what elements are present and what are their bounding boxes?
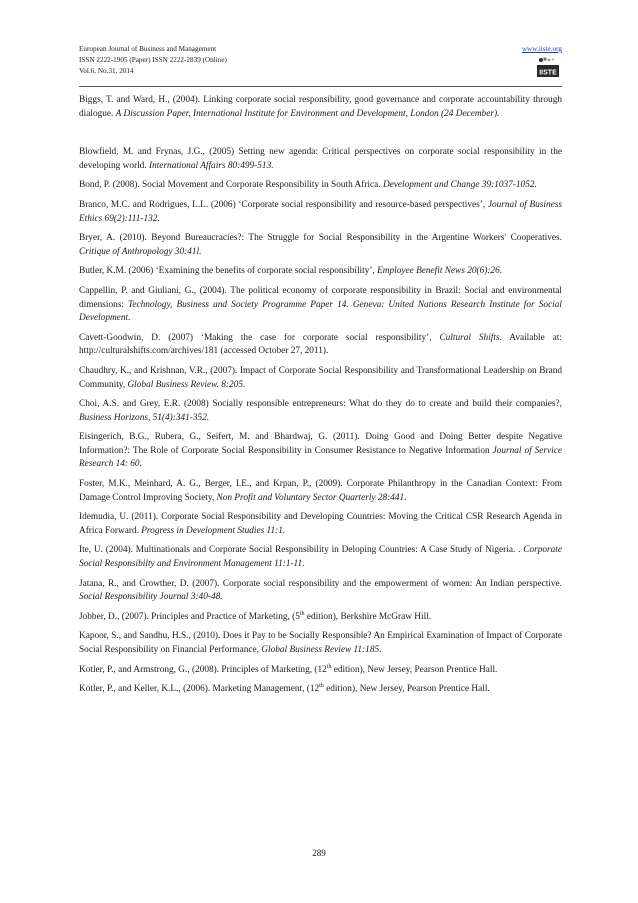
reference-item: Foster, M.K., Meinhard, A. G., Berger, I.E., and Krpan, P., (2009). Corporate Philanthropy in the Canadian Context: From Damage Control Improving Society, Non Profit and Voluntary Sector Quarterly 28:441. — [79, 479, 562, 503]
logo-text: IISTE — [539, 69, 557, 77]
reference-item: Cappellin, P. and Giuliani, G., (2004). The political economy of corporate responsibility in Brazil: Social and environmental dimensions: Technology, Business and Society Programme Paper 14. Geneva: United Nations Research Institute for Social Development. — [79, 285, 562, 324]
reference-item: Jatana, R., and Crowther, D. (2007). Corporate social responsibility and the empowerment of women: An Indian perspective. Social Responsibility Journal 3:40-48. — [79, 578, 562, 603]
reference-item: Ite, U. (2004). Multinationals and Corporate Social Responsibility in Deloping Countries: A Case Study of Nigeria. . Corporate Social Responsibilty and Environment Management 11:1-11. — [79, 545, 562, 570]
reference-item: Kapoor, S., and Sandhu, H.S., (2010). Does it Pay to be Socially Responsible? An Empirical Examination of Impact of Corporate Social Responsibility on Financial Performance, Global Business Review 11:185. — [79, 631, 562, 655]
reference-item: Butler, K.M. (2006) ‘Examining the benefits of corporate social responsibility’, Employee Benefit News 20(6):26. — [79, 266, 503, 277]
iiste-logo-icon — [536, 57, 560, 79]
reference-item: Eisingerich, B.G., Rubera, G., Seifert, M. and Bhardwaj, G. (2011). Doing Good and Doing Better despite Negative Information?: The Role of Corporate Social Responsibility in Consumer Resistance to Negative Information Journal of Service Research 14: 60. — [79, 432, 563, 470]
reference-item: Choi, A.S. and Grey, E.R. (2008) Socially responsible entrepreneurs: What do they do to create and build their companies?, Business Horizons, 51(4):341-352. — [79, 399, 562, 423]
header-divider — [79, 86, 562, 87]
issn-line: ISSN 2222-1905 (Paper) ISSN 2222-2839 (Online) — [79, 56, 227, 64]
reference-list — [79, 94, 562, 703]
page-number: 289 — [312, 848, 326, 858]
reference-item: Idemudia, U. (2011). Corporate Social Responsibility and Developing Countries: Moving the Critical CSR Research Agenda in Africa Forward. Progress in Development Studies 11:1. — [79, 512, 562, 536]
reference-item: Biggs, T. and Ward, H., (2004). Linking corporate social responsibility, good governance and corporate accountability through dialogue. A Discussion Paper, International Institute for Environment and Development, London (24 December). — [79, 95, 562, 119]
journal-url-link[interactable]: www.iiste.org — [521, 45, 562, 53]
reference-item: Branco, M.C. and Rodrigues, L.L. (2006) ‘Corporate social responsibility and resource-based perspectives’, Journal of Business Ethics 69(2):111-132. — [79, 199, 563, 224]
reference-item: Kotler, P., and Keller, K.L., (2006). Marketing Management, (12th edition), New Jersey, Pearson Prentice Hall. — [79, 683, 490, 695]
reference-item: Kotler, P., and Armstrong, G., (2008). Principles of Marketing, (12th edition), New Jersey, Pearson Prentice Hall. — [79, 663, 498, 675]
reference-item: Blowfield, M. and Frynas, J.G., (2005) Setting new agenda: Critical perspectives on corporate social responsibility in the developing world. International Affairs 80:499-513. — [79, 147, 562, 171]
reference-item: Jobber, D., (2007). Principles and Practice of Marketing, (5th edition), Berkshire McGraw Hill. — [79, 610, 432, 622]
journal-title: European Journal of Business and Management — [79, 45, 217, 53]
reference-item: Cavett-Goodwin, D. (2007) ‘Making the case for corporate social responsibility’, Cultural Shifts. Available at: http://culturalshifts.com/archives/181 (accessed October 27, 2011). — [79, 332, 562, 357]
page-header — [79, 44, 562, 77]
volume-line: Vol.6, No.31, 2014 — [79, 67, 134, 75]
reference-item: Bond, P. (2008). Social Movement and Corporate Responsibility in South Africa. Development and Change 39:1037-1052. — [79, 180, 537, 191]
reference-item: Chaudhry, K., and Krishnan, V.R., (2007). Impact of Corporate Social Responsibility and Transformational Leadership on Brand Community, Global Business Review. 8:205. — [79, 365, 562, 390]
reference-item: Bryer, A. (2010). Beyond Bureaucracies?: The Struggle for Social Responsibility in the Argentine Workers' Cooperatives. Critique of Anthropology 30:41l. — [79, 233, 562, 257]
